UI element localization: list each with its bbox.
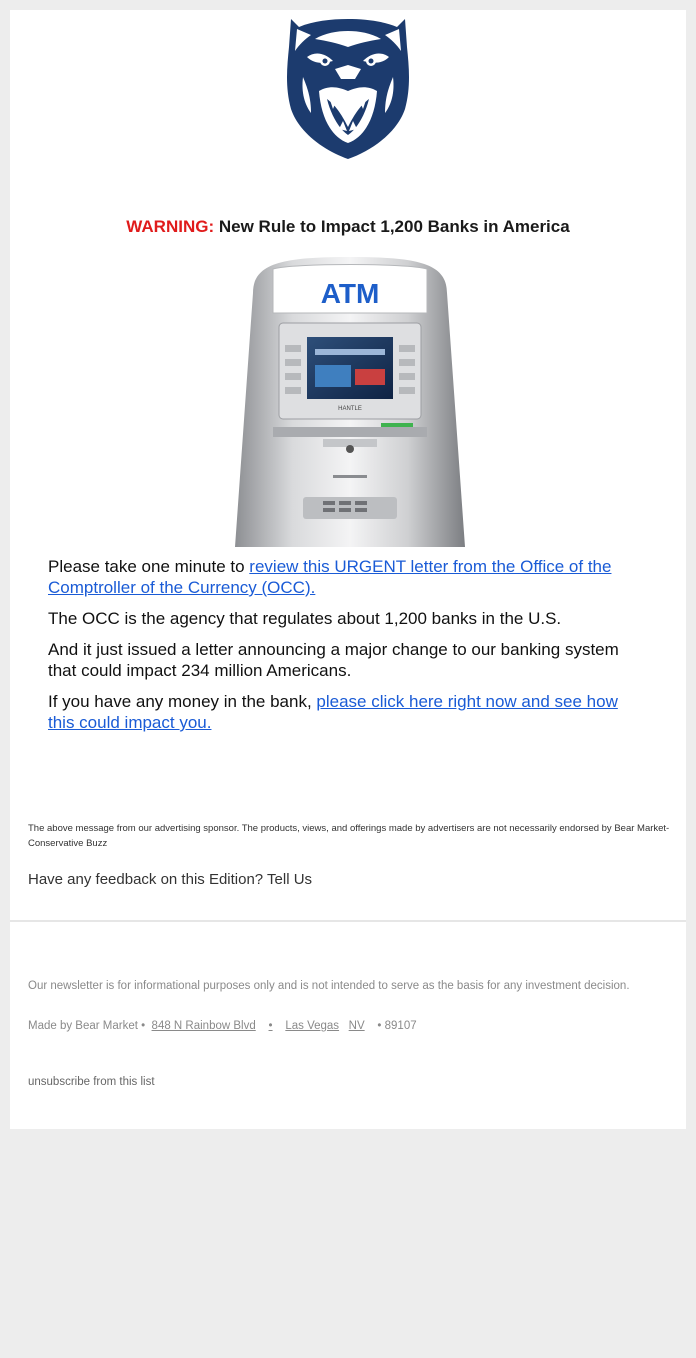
paragraph-occ-agency: The OCC is the agency that regulates about 1,200 banks in the U.S. xyxy=(48,609,562,628)
review-letter-link[interactable]: review this URGENT letter from the Office of the Comptroller of the Currency (OCC). xyxy=(48,557,612,597)
sponsor-disclaimer: The above message from our advertising sponsor. The products, views, and offerings made by advertisers are not necessarily endorsed by Bear Market- Conservative Buzz xyxy=(28,823,670,849)
email-card xyxy=(10,10,686,1129)
state-link[interactable]: NV xyxy=(348,1020,365,1032)
headline xyxy=(10,217,686,237)
paragraph-letter-announcement: And it just issued a letter announcing a major change to our banking system that could impact 234 million Americans. xyxy=(48,640,619,680)
atm-brand-plate: HANTLE xyxy=(338,406,362,412)
unsubscribe-link[interactable]: unsubscribe from this list xyxy=(28,1076,155,1088)
street-link[interactable]: 848 N Rainbow Blvd xyxy=(151,1020,256,1032)
feedback-text[interactable]: Have any feedback on this Edition? Tell Us xyxy=(28,871,313,888)
paragraph-text: If you have any money in the bank, xyxy=(48,692,317,711)
divider xyxy=(10,920,686,922)
headline-title: New Rule to Impact 1,200 Banks in America xyxy=(218,217,570,236)
zip-text: • 89107 xyxy=(377,1020,417,1032)
city-link[interactable]: Las Vegas xyxy=(285,1020,340,1032)
impact-link[interactable]: please click here right now and see how this could impact you. xyxy=(48,692,618,732)
paragraph-money-in-bank xyxy=(48,691,648,733)
bear-head-icon xyxy=(285,17,411,159)
paragraph-review-letter xyxy=(48,556,648,598)
paragraph-text: Please take one minute to xyxy=(48,557,250,576)
footer-address xyxy=(28,1020,417,1032)
made-by-text: Made by Bear Market • xyxy=(28,1020,146,1032)
atm-sign-text: ATM xyxy=(320,278,380,309)
atm-machine-icon[interactable] xyxy=(233,253,467,547)
footer-note: Our newsletter is for informational purposes only and is not intended to serve as the basis for any investment decision. xyxy=(28,980,630,992)
feedback-prompt[interactable] xyxy=(28,871,312,888)
address-separator: • xyxy=(268,1020,273,1032)
warning-label: WARNING: xyxy=(126,217,215,236)
